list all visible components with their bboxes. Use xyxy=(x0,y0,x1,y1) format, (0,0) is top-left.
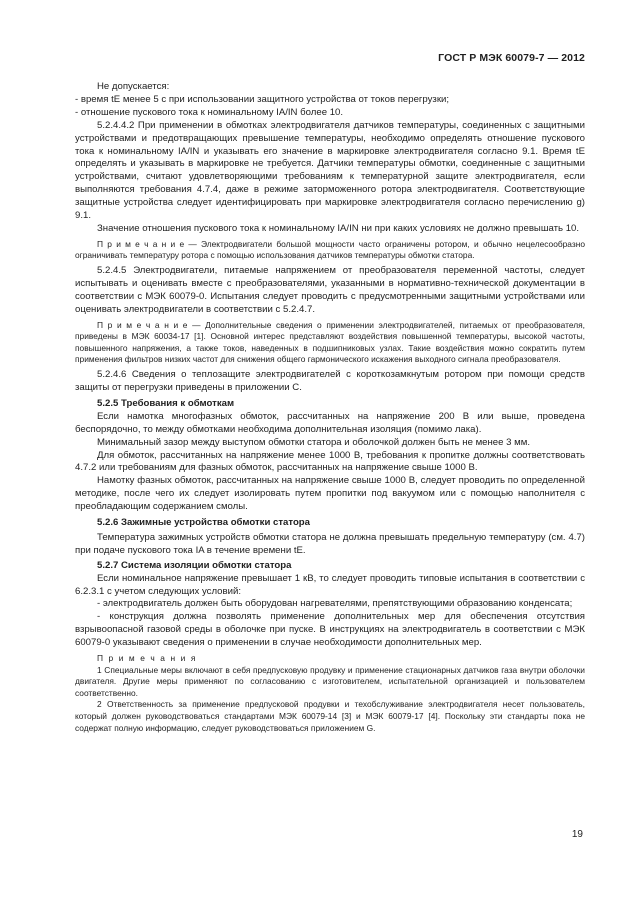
page-number: 19 xyxy=(571,829,583,840)
paragraph: Если номинальное напряжение превышает 1 кВ, то следует проводить типовые испытания в соответствии с 6.2.3.1 с учетом следующих условий: xyxy=(75,572,585,597)
note: 1 Специальные меры включают в себя предпусковую продувку и применение стационарных датчиков газа внутри оболочки двигателя. Другие меры применяют по согласованию с изготовителем, испытательной организацией и пользователем соответственно. xyxy=(75,664,585,698)
section-heading: 5.2.6 Зажимные устройства обмотки статора xyxy=(97,517,311,529)
list-item: - конструкция должна позволять применение дополнительных мер для обеспечения отсутствия взрывоопасной газовой среды в оболочке при пуске. В инструкциях на электродвигатель в соответствии с МЭК 60079-0 указывают сведения о применении в случае необходимости дополнительных мер. xyxy=(75,611,585,649)
note: 2 Ответственность за применение предпусковой продувки и техобслуживание электродвигателя несет пользователь, который должен руководствоваться стандартами МЭК 60079-14 [3] и МЭК 60079-17 [4]. Поскольку эти стандарты пока не содержат полную информацию, следует руководствоваться приложением G. xyxy=(75,699,585,733)
paragraph: 5.2.4.5 Электродвигатели, питаемые напряжением от преобразователя переменной частоты, следует испытывать и оценивать вместе с преобразователями, указанными в нормативно-технической документации в соответствии с МЭК 60079-0. Испытания следует проводить с предусмотренными защитными устройствами или оценивать электродвигатели в соответствии с 5.2.4.7. xyxy=(75,265,585,315)
paragraph: Если намотка многофазных обмоток, рассчитанных на напряжение 200 В или выше, проведена беспорядочно, то между обмотками необходима дополнительная изоляция (помимо лака). xyxy=(75,410,585,435)
paragraph: Для обмоток, рассчитанных на напряжение менее 1000 В, требования к пропитке должны соответствовать 4.7.2 или требованиям для фазных обмоток, рассчитанных на напряжение свыше 1000 В. xyxy=(75,449,585,474)
document-body xyxy=(75,81,585,734)
paragraph: Не допускается: xyxy=(97,81,170,92)
document-header: ГОСТ Р МЭК 60079-7 — 2012 xyxy=(438,52,585,64)
paragraph: Минимальный зазор между выступом обмотки статора и оболочкой должен быть не менее 3 мм. xyxy=(97,436,530,448)
paragraph: Значение отношения пускового тока к номинальному IA/IN ни при каких условиях не должно превышать 10. xyxy=(97,222,580,234)
list-item: - отношение пускового тока к номинальному IA/IN более 10. xyxy=(75,106,344,118)
list-item: - время tE менее 5 с при использовании защитного устройства от токов перегрузки; xyxy=(75,93,450,105)
paragraph: Температура зажимных устройств обмотки статора не должна превышать предельную температуру (см. 4.7) при подаче пускового тока IA в течение времени tE. xyxy=(75,531,585,556)
list-item: - электродвигатель должен быть оборудован нагревателями, препятствующими образованию конденсата; xyxy=(97,598,573,610)
paragraph: 5.2.4.6 Сведения о теплозащите электродвигателей с короткозамкнутым ротором при помощи средств защиты от перегрузки приведены в приложении С. xyxy=(75,369,585,393)
note: П р и м е ч а н и е — Электродвигатели большой мощности часто ограничены ротором, и обычно нецелесообразно ограничивать температуру ротора с помощью использования датчиков температуры обмотки статора. xyxy=(75,238,585,261)
section-heading: 5.2.5 Требования к обмоткам xyxy=(97,397,235,409)
note: П р и м е ч а н и е — Дополнительные сведения о применении электродвигателей, питаемых от преобразователя, приведены в МЭК 60034-17 [1]. Основной интерес представляют воздействия повышенной температуры, высокой частоты, повышенного напряжения, а также токов, наведенных в подшипниковых узлах. Такие воздействия можно сократить путем применения фильтров низких частот для снижения общего гармонического искажения выходного сигнала преобразователя. xyxy=(75,319,585,365)
paragraph: 5.2.4.4.2 При применении в обмотках электродвигателя датчиков температуры, соединенных с защитными устройствами и предотвращающих превышение температуры, необходимо определять отношение пускового тока к номинальному IA/IN и указывать его значение в маркировке электродвигателя согласно 9.1. Время tE определять и указывать в маркировке не требуется. Датчики температуры обмотки, соединенные с защитными устройствами, считают удовлетворяющими требованиям к температурной защите электродвигателя, если выполняются требования 4.7.4, даже в режиме заторможенного ротора электродвигателя. Соответствующие защитные устройства следует идентифицировать при маркировке электродвигателя согласно перечислению g) 9.1. xyxy=(75,119,585,222)
paragraph: Намотку фазных обмоток, рассчитанных на напряжение свыше 1000 В, следует проводить по определенной методике, после чего их следует изолировать путем пропитки под вакуумом или с помощью наполнителя с преобладающим содержанием смолы. xyxy=(75,475,585,513)
section-heading: 5.2.7 Система изоляции обмотки статора xyxy=(97,559,292,571)
notes-heading: П р и м е ч а н и я xyxy=(97,653,197,664)
